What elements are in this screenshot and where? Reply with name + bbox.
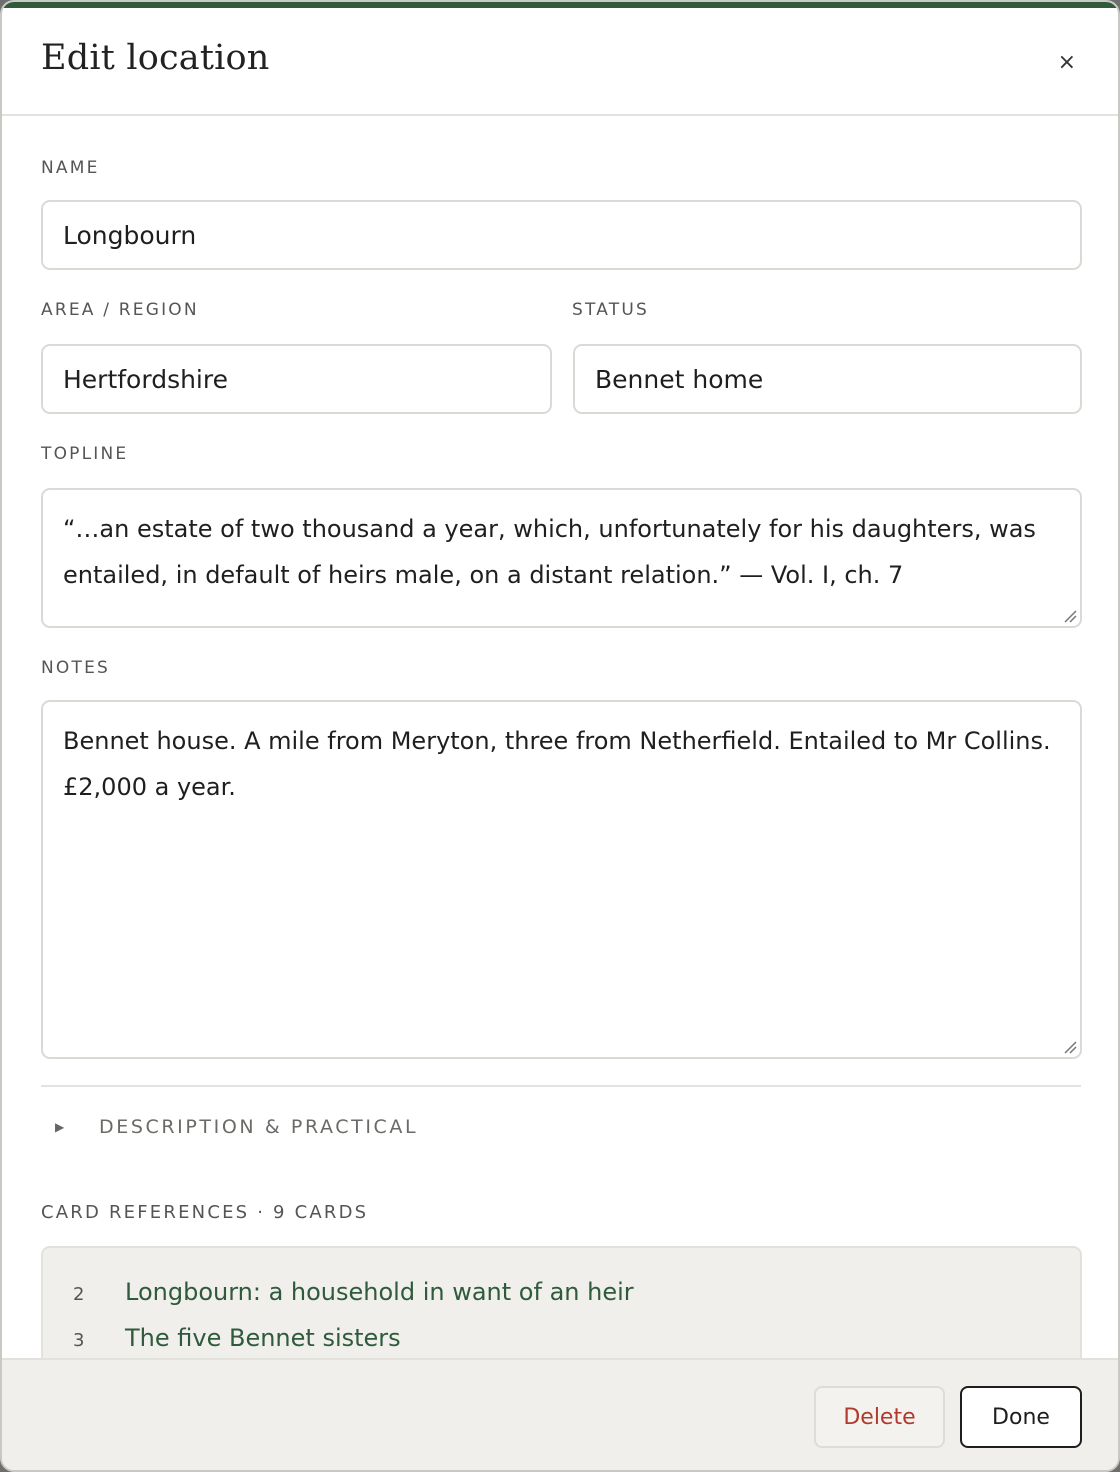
delete-button[interactable]: Delete — [814, 1386, 945, 1448]
dialog-header — [2, 2, 1118, 116]
status-input[interactable] — [573, 344, 1082, 414]
card-references-label: CARD REFERENCES · 9 CARDS — [41, 1202, 369, 1223]
notes-label: NOTES — [41, 658, 111, 678]
card-reference-number: 3 — [73, 1330, 85, 1351]
topline-textarea[interactable] — [41, 488, 1082, 628]
name-input-value: Longbourn — [63, 220, 197, 250]
area-input[interactable] — [41, 344, 552, 414]
card-reference-link[interactable]: The five Bennet sisters — [125, 1324, 401, 1352]
status-input-value: Bennet home — [595, 364, 764, 394]
description-practical-label: DESCRIPTION & PRACTICAL — [99, 1116, 419, 1138]
status-label: STATUS — [572, 300, 649, 320]
notes-textarea[interactable] — [41, 700, 1082, 1059]
card-reference-item[interactable] — [73, 1324, 401, 1352]
card-reference-item[interactable] — [73, 1278, 634, 1306]
topline-label: TOPLINE — [41, 444, 129, 464]
resize-grip-icon[interactable] — [1063, 1040, 1077, 1054]
resize-grip-icon[interactable] — [1063, 609, 1077, 623]
notes-textarea-value: Bennet house. A mile from Meryton, three from Netherfield. Entailed to Mr Collins. £2,000 a year. — [63, 727, 1051, 801]
description-practical-toggle[interactable] — [55, 1116, 418, 1138]
card-reference-number: 2 — [73, 1284, 85, 1305]
close-icon[interactable]: × — [1057, 50, 1076, 75]
dialog-title: Edit location — [41, 38, 270, 78]
done-button[interactable]: Done — [960, 1386, 1082, 1448]
name-input[interactable] — [41, 200, 1082, 270]
card-reference-link[interactable]: Longbourn: a household in want of an heir — [125, 1278, 634, 1306]
topline-textarea-value: “…an estate of two thousand a year, which, unfortunately for his daughters, was entailed, in default of heirs male, on a distant relation.” — Vol. I, ch. 7 — [63, 515, 1036, 589]
disclosure-triangle-icon: ▶ — [55, 1120, 65, 1134]
section-divider — [41, 1085, 1081, 1087]
dialog-footer — [2, 1358, 1118, 1472]
area-label: AREA / REGION — [41, 300, 199, 320]
name-label: NAME — [41, 158, 100, 178]
area-input-value: Hertfordshire — [63, 364, 228, 394]
